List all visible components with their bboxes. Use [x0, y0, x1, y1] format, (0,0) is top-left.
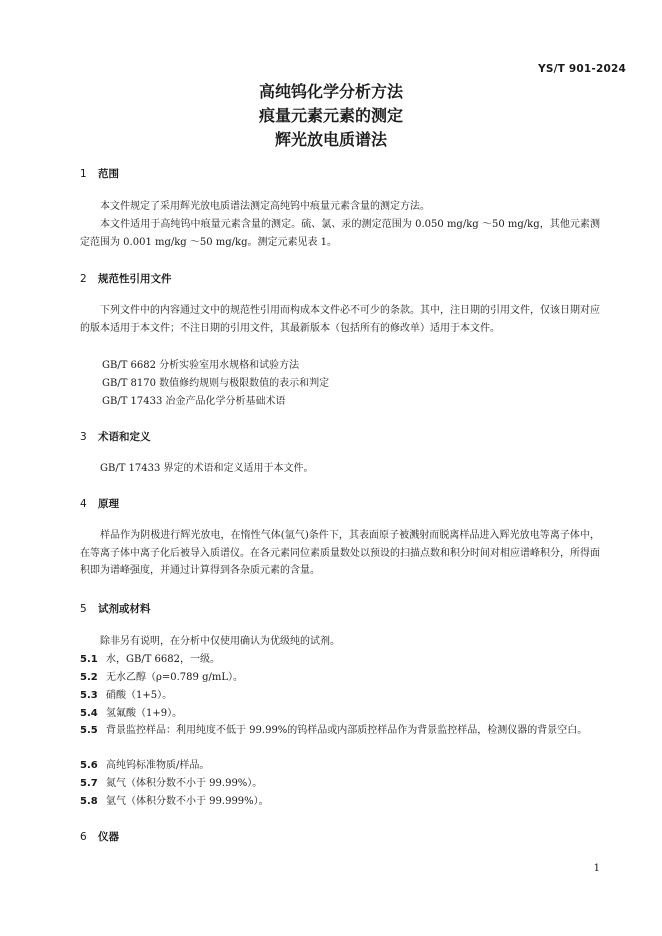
doc-title-line3: 辉光放电质谱法 [274, 130, 387, 149]
reference-item: GB/T 8170 数值修约规则与极限数值的表示和判定 [102, 378, 330, 389]
section-number: 5 [80, 603, 87, 615]
list-item [80, 722, 600, 758]
section-title: 试剂或材料 [98, 603, 151, 615]
item-number: 5.2 [80, 672, 98, 683]
item-text: 水，GB/T 6682，一级。 [106, 654, 221, 665]
section-number: 3 [80, 431, 87, 443]
section-number: 4 [80, 498, 87, 510]
doc-title-line2: 痕量元素元素的测定 [258, 106, 403, 125]
section-number: 6 [80, 831, 87, 843]
list-item [80, 669, 600, 687]
list-item [80, 651, 600, 669]
item-number: 5.8 [80, 796, 98, 807]
section-heading-6 [80, 829, 119, 844]
doc-title-line1: 高纯钨化学分析方法 [258, 82, 403, 101]
item-text: 氢氟酸（1+9）。 [106, 708, 183, 719]
paragraph: 除非另有说明，在分析中仅使用确认为优级纯的试剂。 [100, 636, 340, 647]
reference-item: GB/T 6682 分析实验室用水规格和试验方法 [102, 360, 300, 371]
section-title: 规范性引用文件 [98, 273, 172, 285]
section-number: 1 [80, 168, 87, 180]
standard-code: YS/T 901-2024 [538, 63, 626, 75]
paragraph: 本文件规定了采用辉光放电质谱法测定高纯钨中痕量元素含量的测定方法。 [100, 201, 430, 212]
page-number: 1 [593, 863, 600, 874]
item-text: 硝酸（1+5）。 [106, 690, 173, 701]
item-text: 氩气（体积分数不小于 99.999%）。 [106, 796, 269, 807]
paragraph: 样品作为阴极进行辉光放电，在惰性气体(氩气)条件下，其表面原子被溅射而脱离样品进入辉光放电等离子体中，在等离子体中离子化后被导入质谱仪。在各元素同位素质量数处以预设的扫描点数和积分时间对相应谱峰积分，所得面积即为谱峰强度，并通过计算得到各杂质元素的含量。 [80, 530, 600, 576]
section-heading-3 [80, 429, 151, 444]
item-number: 5.4 [80, 708, 98, 719]
list-item [80, 793, 600, 811]
item-number: 5.1 [80, 654, 98, 665]
list-item [80, 757, 600, 775]
item-number: 5.6 [80, 760, 98, 771]
section-heading-5 [80, 601, 151, 616]
section-title: 范围 [98, 168, 119, 180]
item-number: 5.3 [80, 690, 98, 701]
section-heading-2 [80, 271, 172, 286]
reference-item: GB/T 17433 冶金产品化学分析基础术语 [102, 396, 286, 407]
paragraph: 本文件适用于高纯钨中痕量元素含量的测定。硫、氯、汞的测定范围为 0.050 mg/kg ～50 mg/kg，其他元素测定范围为 0.001 mg/kg ～50 mg/kg。测定元素见表 1。 [80, 219, 600, 248]
item-text: 无水乙醇（ρ=0.789 g/mL）。 [106, 672, 243, 683]
item-text: 背景监控样品：利用纯度不低于 99.99%的钨样品或内部质控样品作为背景监控样品，检测仪器的背景空白。 [106, 725, 588, 736]
section-number: 2 [80, 273, 87, 285]
section-title: 原理 [98, 498, 119, 510]
list-item [80, 705, 600, 723]
section-heading-1 [80, 166, 119, 181]
list-item [80, 687, 600, 705]
section-title: 仪器 [98, 831, 119, 843]
section-title: 术语和定义 [98, 431, 151, 443]
section-heading-4 [80, 496, 119, 511]
paragraph: 下列文件中的内容通过文中的规范性引用而构成本文件必不可少的条款。其中，注日期的引用文件，仅该日期对应的版本适用于本文件；不注日期的引用文件，其最新版本（包括所有的修改单）适用于本文件。 [80, 305, 600, 334]
item-number: 5.7 [80, 778, 98, 789]
paragraph: GB/T 17433 界定的术语和定义适用于本文件。 [100, 463, 314, 474]
list-item [80, 775, 600, 793]
item-text: 氮气（体积分数不小于 99.99%）。 [106, 778, 263, 789]
item-text: 高纯钨标准物质/样品。 [106, 760, 210, 771]
item-number: 5.5 [80, 725, 98, 736]
